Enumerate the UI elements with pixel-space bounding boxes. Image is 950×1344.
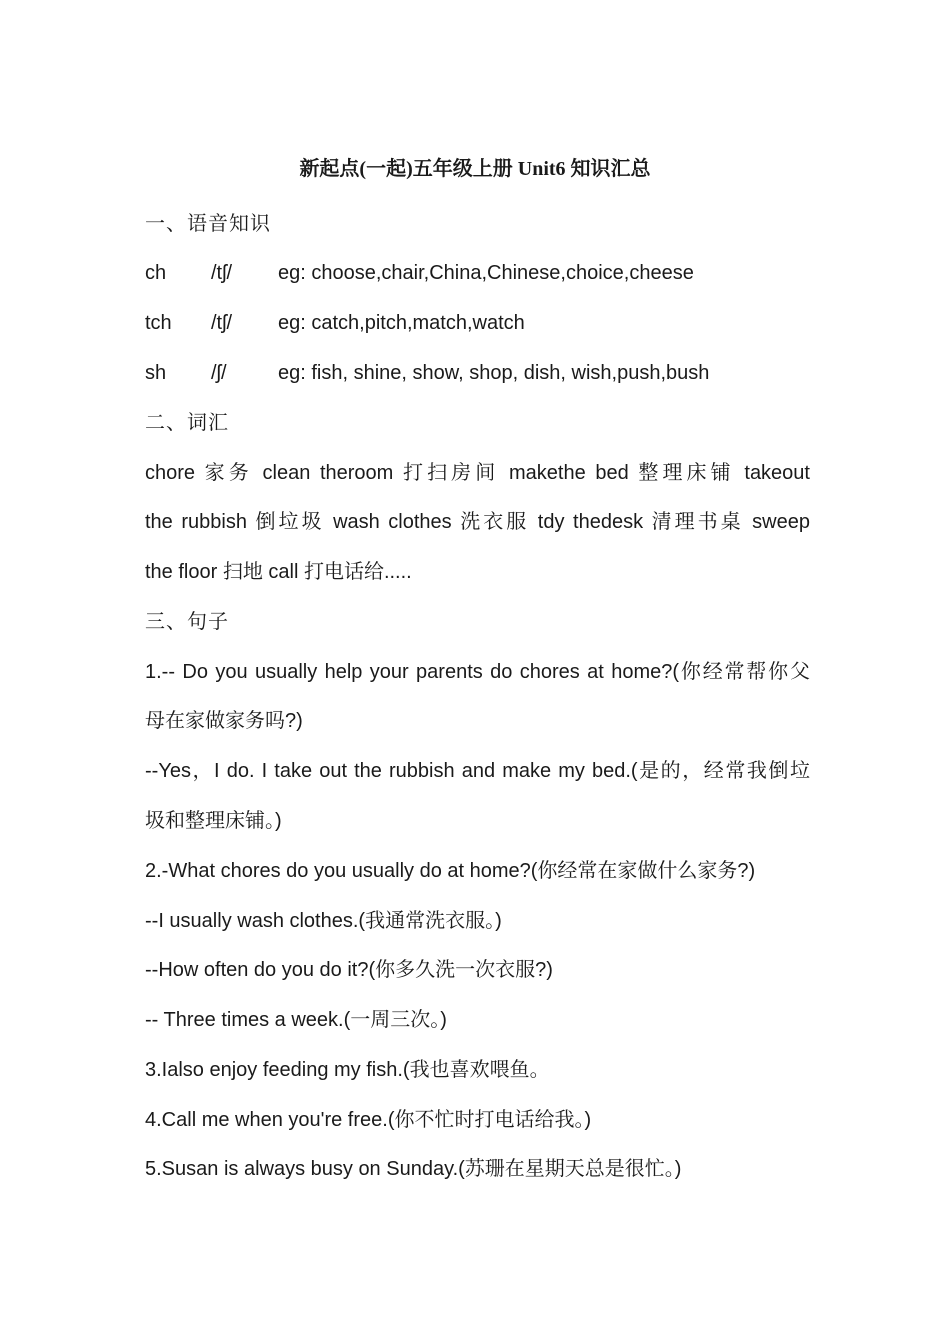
vocab-line: the floor 扫地 call 打电话给.....	[145, 561, 412, 583]
sentence-line: 4.Call me when you're free.(你不忙时打电话给我。)	[145, 1109, 592, 1131]
phonics-row	[145, 308, 810, 338]
section-heading-sentences: 三、句子	[145, 611, 229, 633]
phonics-ipa: /tʃ/	[211, 312, 233, 334]
document-title: 新起点(一起)五年级上册 Unit6 知识汇总	[299, 158, 651, 180]
sentence-line: -- Three times a week.(一周三次。)	[145, 1009, 447, 1031]
phonics-row	[145, 258, 810, 288]
sentence-line: --How often do you do it?(你多久洗一次衣服?)	[145, 959, 553, 981]
phonics-letters: tch	[145, 312, 172, 334]
section-heading-phonics: 一、语音知识	[145, 213, 271, 235]
vocab-line: the rubbish 倒垃圾 wash clothes 洗衣服 tdy thedesk 清理书桌 sweep	[145, 511, 810, 533]
sentence-line: 母在家做家务吗?)	[145, 710, 303, 732]
phonics-examples: eg: fish, shine, show, shop, dish, wish,push,bush	[278, 362, 710, 384]
sentence-line: 3.Ialso enjoy feeding my fish.(我也喜欢喂鱼。	[145, 1059, 550, 1081]
vocab-line: chore 家务 clean theroom 打扫房间 makethe bed 整理床铺 takeout	[145, 462, 810, 484]
phonics-ipa: /ʃ/	[211, 362, 227, 384]
phonics-letters: ch	[145, 262, 167, 284]
section-heading-vocab: 二、词汇	[145, 412, 229, 434]
phonics-letters: sh	[145, 362, 167, 384]
sentence-line: --Yes，I do. I take out the rubbish and make my bed.(是的，经常我倒垃	[145, 760, 810, 782]
phonics-ipa: /tʃ/	[211, 262, 233, 284]
sentence-line: 5.Susan is always busy on Sunday.(苏珊在星期天总是很忙。)	[145, 1158, 682, 1180]
sentence-line: 1.-- Do you usually help your parents do chores at home?(你经常帮你父	[145, 661, 810, 683]
sentence-line: 2.-What chores do you usually do at home?(你经常在家做什么家务?)	[145, 860, 756, 882]
phonics-examples: eg: choose,chair,China,Chinese,choice,cheese	[278, 262, 694, 284]
phonics-examples: eg: catch,pitch,match,watch	[278, 312, 525, 334]
sentence-line: --I usually wash clothes.(我通常洗衣服。)	[145, 910, 502, 932]
sentence-line: 圾和整理床铺。)	[145, 810, 282, 832]
phonics-row	[145, 358, 810, 388]
